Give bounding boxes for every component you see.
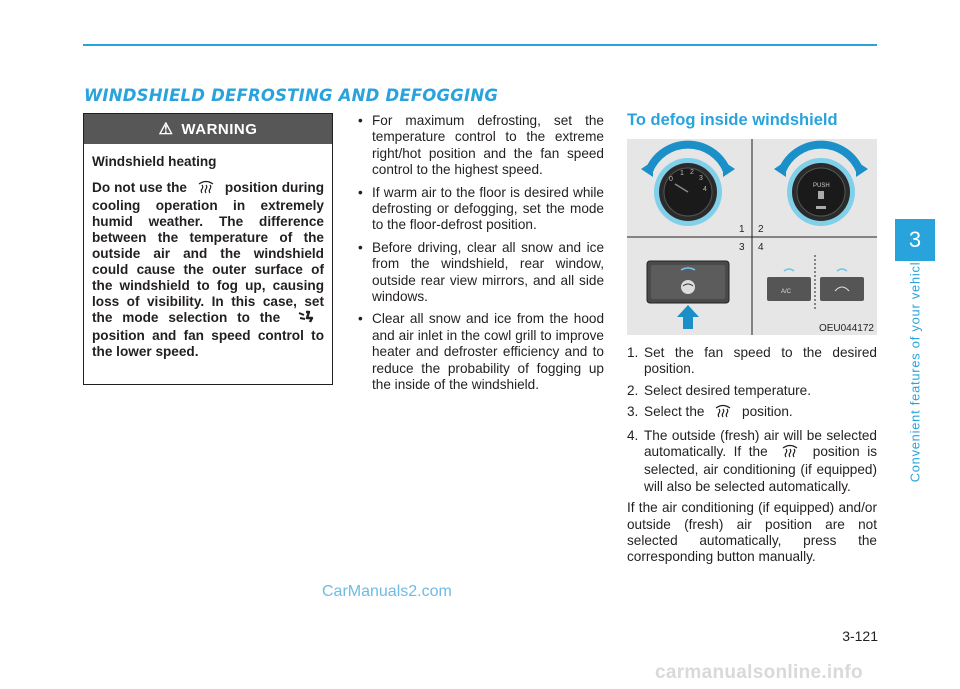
step-number: 4. [627, 427, 639, 443]
steps-list [627, 345, 877, 495]
figure-code: OEU044172 [818, 323, 874, 334]
fan-dial-number: 3 [699, 175, 703, 182]
defrost-icon [197, 180, 215, 198]
bullet-column [355, 113, 604, 400]
watermark-footer: carmanualsonline.info [655, 662, 863, 683]
warning-text-1: Do not use the [92, 180, 187, 195]
chapter-tab: 3 [895, 219, 935, 261]
fan-speed-dial [641, 145, 735, 226]
step-item [627, 345, 877, 378]
quadrant-label: 1 [739, 224, 745, 235]
temperature-dial [774, 145, 868, 226]
step-number: 2. [627, 382, 639, 398]
warning-header-label: WARNING [181, 120, 258, 138]
front-defrost-button [647, 261, 729, 329]
watermark-link[interactable]: CarManuals2.com [322, 583, 452, 600]
quadrant-label: 4 [758, 242, 764, 253]
warning-header [84, 114, 332, 144]
step-text: Select the [644, 404, 705, 420]
step-text: Set the fan speed to the desired position. [644, 345, 877, 377]
defog-heading: To defog inside windshield [627, 111, 838, 129]
push-label: PUSH [813, 183, 830, 189]
climate-control-figure [627, 139, 877, 335]
step-text: position is selected, air conditioning (if equipped) will also be selected automatically. [644, 444, 878, 494]
step-item [627, 428, 877, 496]
warning-box [83, 113, 333, 385]
bullet-item: • For maximum defrosting, set the temperature control to the extreme right/hot position and the fan speed control to the highest speed. [355, 113, 604, 179]
step-item [627, 383, 877, 399]
warning-text-3: position and fan speed control to the lower speed. [92, 328, 324, 359]
step-item [627, 404, 877, 422]
step-text: position. [742, 404, 793, 420]
defrost-icon [781, 444, 799, 462]
top-rule [83, 44, 877, 46]
bullet-item: • Clear all snow and ice from the hood and air inlet in the cowl grill to improve heater and defroster efficiency and to reduce the probability of fogging up the inside of the windshield. [355, 311, 604, 393]
warning-text-2: position during cooling operation in extremely humid weather. The difference between the temperature of the outside air and the windshield could cause the outer surface of the windshield to fog up, causing loss of visibility. In this case, set the mode selection to the [92, 180, 325, 325]
steps-column [627, 345, 877, 566]
warning-body [84, 144, 332, 360]
fan-dial-number: 4 [703, 186, 707, 193]
section-title: WINDSHIELD DEFROSTING AND DEFOGGING [84, 86, 499, 105]
ac-recirc-buttons [767, 255, 864, 309]
steps-note: If the air conditioning (if equipped) and/or outside (fresh) air position are not selected automatically, press the corresponding button manually. [627, 500, 877, 565]
step-text: Select desired temperature. [644, 382, 811, 398]
fan-dial-number: 1 [680, 170, 684, 177]
chapter-side-label: Convenient features of your vehicle [907, 253, 923, 483]
step-number: 1. [627, 345, 639, 360]
step-text: The outside (fresh) air will be selected automatically. If the [644, 427, 877, 460]
page-number: 3-121 [842, 628, 878, 644]
warning-title: Windshield heating [92, 154, 217, 169]
fan-dial-number: 2 [690, 169, 694, 176]
floor-face-mode-icon [296, 310, 318, 328]
quadrant-label: 2 [758, 224, 764, 235]
warning-triangle-icon: ⚠ [158, 121, 174, 138]
defrost-icon [714, 404, 732, 422]
warning-paragraph [92, 180, 324, 360]
quadrant-label: 3 [739, 242, 745, 253]
bullet-item: • Before driving, clear all snow and ice from the windshield, rear window, outside rear view mirrors, and all side windows. [355, 240, 604, 306]
bullet-item: • If warm air to the floor is desired while defrosting or defogging, set the mode to the floor-defrost position. [355, 185, 604, 234]
step-number: 3. [627, 404, 639, 420]
ac-label: A/C [781, 289, 792, 295]
climate-control-illustration [627, 139, 877, 335]
bullet-list [355, 113, 604, 394]
fan-dial-number: 0 [669, 176, 673, 183]
